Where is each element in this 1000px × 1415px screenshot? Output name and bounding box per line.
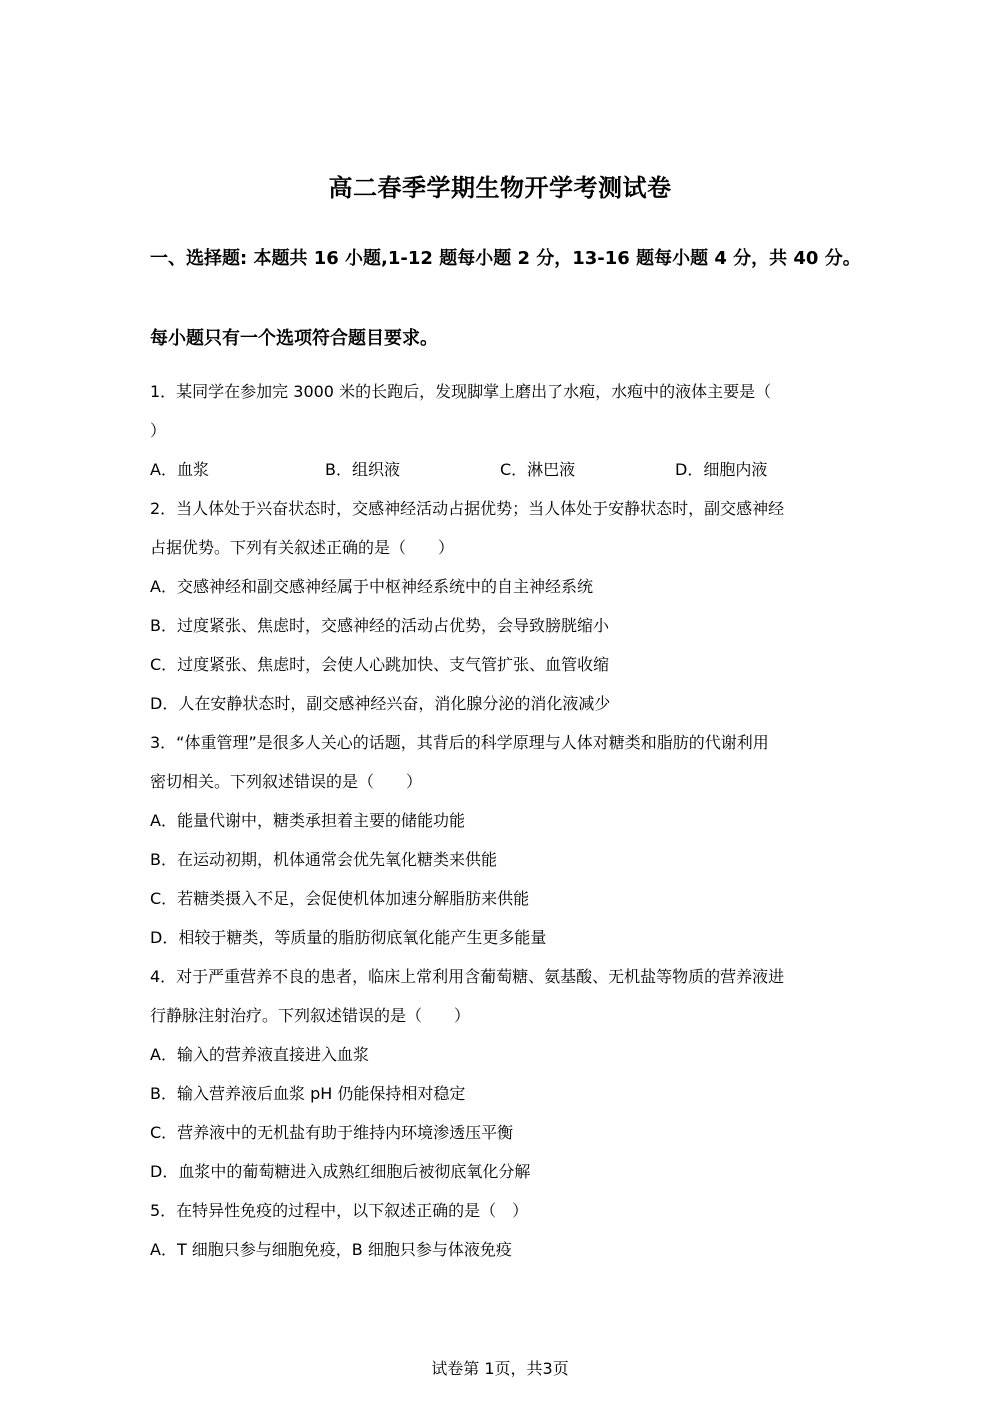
question-3-option-d: D．相较于糖类，等质量的脂肪彻底氧化能产生更多能量 <box>150 928 547 947</box>
question-1-option-d: D．细胞内液 <box>675 460 768 479</box>
question-3-option-b: B．在运动初期，机体通常会优先氧化糖类来供能 <box>150 850 497 869</box>
question-2-option-d: D．人在安静状态时，副交感神经兴奋，消化腺分泌的消化液减少 <box>150 694 611 713</box>
question-1-stem-line-2: ） <box>150 421 167 440</box>
question-1-stem-line-1: 1．某同学在参加完 3000 米的长跑后，发现脚掌上磨出了水疱，水疱中的液体主要是（ <box>150 382 772 401</box>
question-4-stem-line-2: 行静脉注射治疗。下列叙述错误的是（ ） <box>150 1006 471 1025</box>
question-5-stem-line-1: 5．在特异性免疫的过程中，以下叙述正确的是（ ） <box>150 1201 529 1220</box>
question-4-stem-line-1: 4．对于严重营养不良的患者，临床上常利用含葡萄糖、氨基酸、无机盐等物质的营养液进 <box>150 967 785 986</box>
question-1-option-a: A．血浆 <box>150 460 209 479</box>
question-3-option-a: A．能量代谢中，糖类承担着主要的储能功能 <box>150 811 465 830</box>
question-2-option-a: A．交感神经和副交感神经属于中枢神经系统中的自主神经系统 <box>150 577 593 596</box>
page-footer: 试卷第 1页，共3页 <box>431 1359 569 1378</box>
question-4-option-d: D．血浆中的葡萄糖进入成熟红细胞后被彻底氧化分解 <box>150 1162 531 1181</box>
question-3-stem-line-2: 密切相关。下列叙述错误的是（ ） <box>150 772 423 791</box>
question-4-option-a: A．输入的营养液直接进入血浆 <box>150 1045 369 1064</box>
question-2-stem-line-2: 占据优势。下列有关叙述正确的是（ ） <box>150 538 455 557</box>
question-2-stem-line-1: 2．当人体处于兴奋状态时，交感神经活动占据优势；当人体处于安静状态时，副交感神经 <box>150 499 785 518</box>
question-4-option-c: C．营养液中的无机盐有助于维持内环境渗透压平衡 <box>150 1123 514 1142</box>
question-3-option-c: C．若糖类摄入不足，会促使机体加速分解脂肪来供能 <box>150 889 530 908</box>
section-heading: 一、选择题: 本题共 16 小题,1-12 题每小题 2 分，13-16 题每小题 4 分，共 40 分。 <box>150 248 861 269</box>
section-subheading: 每小题只有一个选项符合题目要求。 <box>150 328 438 349</box>
question-5-option-a: A．T 细胞只参与细胞免疫，B 细胞只参与体液免疫 <box>150 1240 512 1259</box>
question-2-option-b: B．过度紧张、焦虑时，交感神经的活动占优势，会导致膀胱缩小 <box>150 616 609 635</box>
question-2-option-c: C．过度紧张、焦虑时，会使人心跳加快、支气管扩张、血管收缩 <box>150 655 610 674</box>
question-1-option-c: C．淋巴液 <box>500 460 576 479</box>
question-4-option-b: B．输入营养液后血浆 pH 仍能保持相对稳定 <box>150 1084 466 1103</box>
page-title: 高二春季学期生物开学考测试卷 <box>328 174 672 202</box>
question-1-option-b: B．组织液 <box>325 460 400 479</box>
question-3-stem-line-1: 3．“体重管理”是很多人关心的话题，其背后的科学原理与人体对糖类和脂肪的代谢利用 <box>150 733 769 752</box>
